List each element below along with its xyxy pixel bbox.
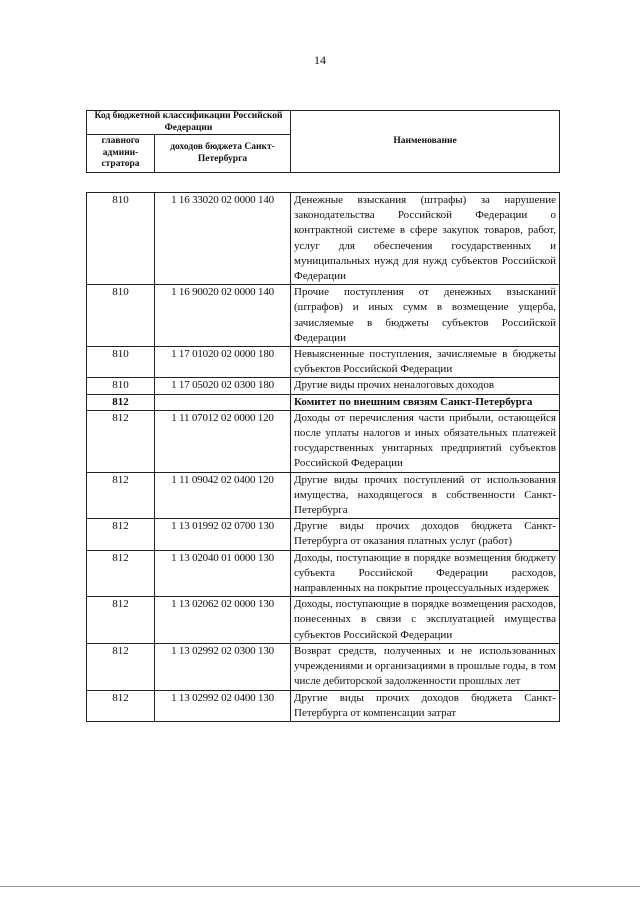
income-code-cell: 1 13 02992 02 0400 130 bbox=[155, 690, 291, 721]
name-cell: Доходы от перечисления части прибыли, остающейся после уплаты налогов и иных обязательных платежей государственных унитарных предприятий субъектов Российской Федерации bbox=[291, 410, 560, 472]
admin-code-cell: 812 bbox=[87, 550, 155, 597]
income-code-cell: 1 13 01992 02 0700 130 bbox=[155, 519, 291, 550]
income-code-cell: 1 17 01020 02 0000 180 bbox=[155, 347, 291, 378]
income-codes-table bbox=[86, 192, 560, 722]
income-code-cell: 1 11 07012 02 0000 120 bbox=[155, 410, 291, 472]
admin-code-cell: 812 bbox=[87, 690, 155, 721]
table-row bbox=[87, 472, 560, 519]
name-cell: Комитет по внешним связям Санкт-Петербурга bbox=[291, 394, 560, 410]
header-name: Наименование bbox=[291, 111, 560, 173]
table-row bbox=[87, 410, 560, 472]
income-code-cell: 1 17 05020 02 0300 180 bbox=[155, 378, 291, 394]
name-cell: Доходы, поступающие в порядке возмещения расходов, понесенных в связи с эксплуатацией имущества субъектов Российской Федерации bbox=[291, 597, 560, 644]
header-income: доходов бюджета Санкт-Петербурга bbox=[155, 135, 291, 173]
header-admin: главного админи-стратора bbox=[87, 135, 155, 173]
table-row bbox=[87, 285, 560, 347]
income-code-cell: 1 13 02992 02 0300 130 bbox=[155, 643, 291, 690]
income-code-cell: 1 11 09042 02 0400 120 bbox=[155, 472, 291, 519]
table-row bbox=[87, 394, 560, 410]
name-cell: Возврат средств, полученных и не использованных учреждениями и организациями в прошлые годы, в том числе дебиторской задолженности прошлых лет bbox=[291, 643, 560, 690]
name-cell: Другие виды прочих доходов бюджета Санкт-Петербурга от компенсации затрат bbox=[291, 690, 560, 721]
income-code-cell: 1 16 90020 02 0000 140 bbox=[155, 285, 291, 347]
admin-code-cell: 810 bbox=[87, 378, 155, 394]
table-row bbox=[87, 378, 560, 394]
name-cell: Другие виды прочих поступлений от использования имущества, находящегося в собственности Санкт-Петербурга bbox=[291, 472, 560, 519]
admin-code-cell: 810 bbox=[87, 193, 155, 285]
table-header bbox=[86, 110, 560, 173]
name-cell: Другие виды прочих доходов бюджета Санкт-Петербурга от оказания платных услуг (работ) bbox=[291, 519, 560, 550]
income-code-cell: 1 13 02062 02 0000 130 bbox=[155, 597, 291, 644]
name-cell: Прочие поступления от денежных взысканий (штрафов) и иных сумм в возмещение ущерба, зачисляемые в бюджеты субъектов Российской Федерации bbox=[291, 285, 560, 347]
table-row bbox=[87, 193, 560, 285]
table-row bbox=[87, 519, 560, 550]
income-code-cell bbox=[155, 394, 291, 410]
admin-code-cell: 812 bbox=[87, 394, 155, 410]
name-cell: Другие виды прочих неналоговых доходов bbox=[291, 378, 560, 394]
page-number: 14 bbox=[314, 53, 326, 67]
table-row bbox=[87, 347, 560, 378]
name-cell: Невыясненные поступления, зачисляемые в бюджеты субъектов Российской Федерации bbox=[291, 347, 560, 378]
admin-code-cell: 810 bbox=[87, 347, 155, 378]
table-row bbox=[87, 597, 560, 644]
header-group-title: Код бюджетной классификации Российской Федерации bbox=[87, 111, 291, 135]
admin-code-cell: 810 bbox=[87, 285, 155, 347]
income-code-cell: 1 13 02040 01 0000 130 bbox=[155, 550, 291, 597]
table-row bbox=[87, 643, 560, 690]
admin-code-cell: 812 bbox=[87, 597, 155, 644]
admin-code-cell: 812 bbox=[87, 519, 155, 550]
table-row bbox=[87, 550, 560, 597]
bottom-rule bbox=[0, 886, 640, 887]
admin-code-cell: 812 bbox=[87, 643, 155, 690]
income-code-cell: 1 16 33020 02 0000 140 bbox=[155, 193, 291, 285]
name-cell: Доходы, поступающие в порядке возмещения бюджету субъекта Российской Федерации расходов, направленных на покрытие процессуальных издержек bbox=[291, 550, 560, 597]
table-row bbox=[87, 690, 560, 721]
admin-code-cell: 812 bbox=[87, 472, 155, 519]
name-cell: Денежные взыскания (штрафы) за нарушение законодательства Российской Федерации о контрактной системе в сфере закупок товаров, работ, услуг для обеспечения государственных и муниципальных нужд для нужд субъектов Российской Федерации bbox=[291, 193, 560, 285]
admin-code-cell: 812 bbox=[87, 410, 155, 472]
